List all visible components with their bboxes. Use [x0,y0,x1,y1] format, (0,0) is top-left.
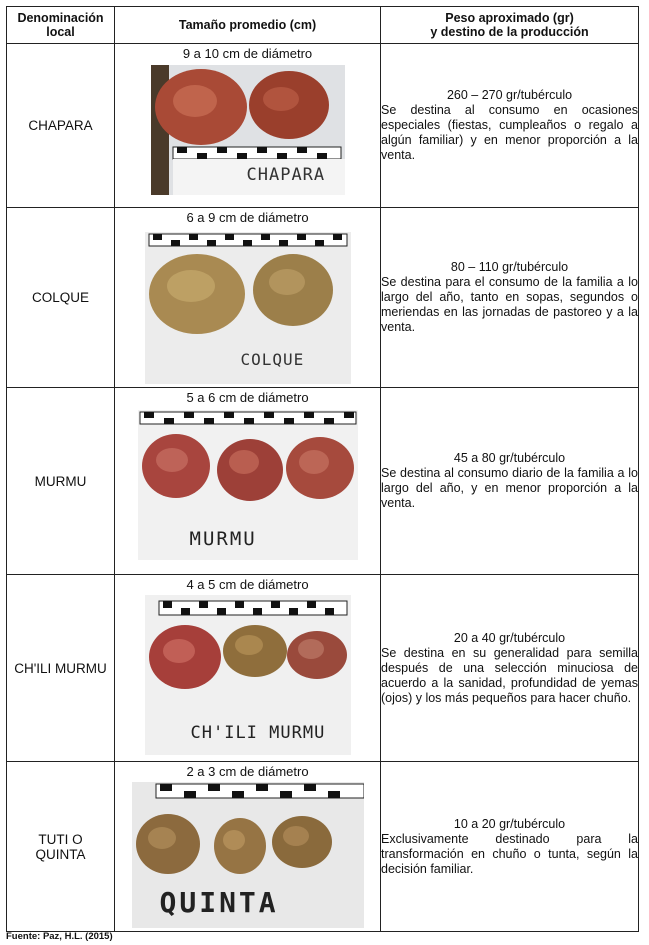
size-label: 9 a 10 cm de diámetro [182,46,313,61]
size-cell [115,208,381,388]
header-weight-destination: Peso aproximado (gr) y destino de la producción [381,7,639,44]
photo-label: COLQUE [240,350,305,369]
source-note: Fuente: Paz, H.L. (2015) [6,931,113,942]
weight-text: 20 a 40 gr/tubérculo [453,630,566,645]
weight-text: 80 – 110 gr/tubérculo [450,260,569,274]
photo-label: QUINTA [159,886,279,919]
size-label: 2 a 3 cm de diámetro [186,764,309,779]
table-row [7,388,639,575]
weight-destination-cell [381,388,639,575]
potato-varieties-table [6,6,639,932]
potato-photo [145,232,351,384]
variety-name: CH'ILI MURMU [7,575,115,762]
size-label: 5 a 6 cm de diámetro [186,390,309,405]
photo-label: CH'ILI MURMU [190,723,326,743]
table-row [7,208,639,388]
variety-name: COLQUE [7,208,115,388]
destination-text: Se destina para el consumo de la familia a lo largo del año, tanto en sopas, segundos o meriendas en las jornadas de pastoreo y a la venta. [381,275,638,334]
photo-label: CHAPARA [246,165,326,185]
table-row [7,762,639,932]
variety-name: MURMU [7,388,115,575]
destination-text: Exclusivamente destinado para la transformación en chuño o tunta, según la decisión familiar. [381,831,638,876]
weight-destination-cell [381,44,639,208]
header-average-size: Tamaño promedio (cm) [115,7,381,44]
weight-destination-cell [381,208,639,388]
size-label: 4 a 5 cm de diámetro [186,577,309,592]
header-row [7,7,639,44]
potato-photo [132,782,364,928]
table-row [7,44,639,208]
potato-photo [138,410,358,560]
destination-text: Se destina en su generalidad para semilla después de una selección minuciosa de acuerdo a la sanidad, profundidad de yemas (ojos) y los más pequeños para hacer chuño. [381,645,638,705]
weight-destination-cell [381,762,639,932]
weight-text: 260 – 270 gr/tubérculo [446,88,573,102]
photo-label: MURMU [189,528,257,550]
destination-text: Se destina al consumo diario de la familia a lo largo del año, y en menor proporción a la venta. [381,466,638,510]
weight-text: 10 a 20 gr/tubérculo [453,816,566,831]
variety-name: CHAPARA [7,44,115,208]
destination-text: Se destina al consumo en ocasiones especiales (fiestas, cumpleaños o regalo a algún familiar) y en menor proporción a la venta. [381,103,638,162]
size-cell [115,575,381,762]
size-label: 6 a 9 cm de diámetro [186,210,309,225]
size-cell [115,762,381,932]
potato-photo [151,65,345,195]
size-cell [115,44,381,208]
size-cell [115,388,381,575]
weight-destination-cell [381,575,639,762]
weight-text: 45 a 80 gr/tubérculo [453,451,566,465]
header-local-name: Denominación local [7,7,115,44]
potato-photo [145,595,351,755]
table-row [7,575,639,762]
variety-name: TUTI O QUINTA [7,762,115,932]
